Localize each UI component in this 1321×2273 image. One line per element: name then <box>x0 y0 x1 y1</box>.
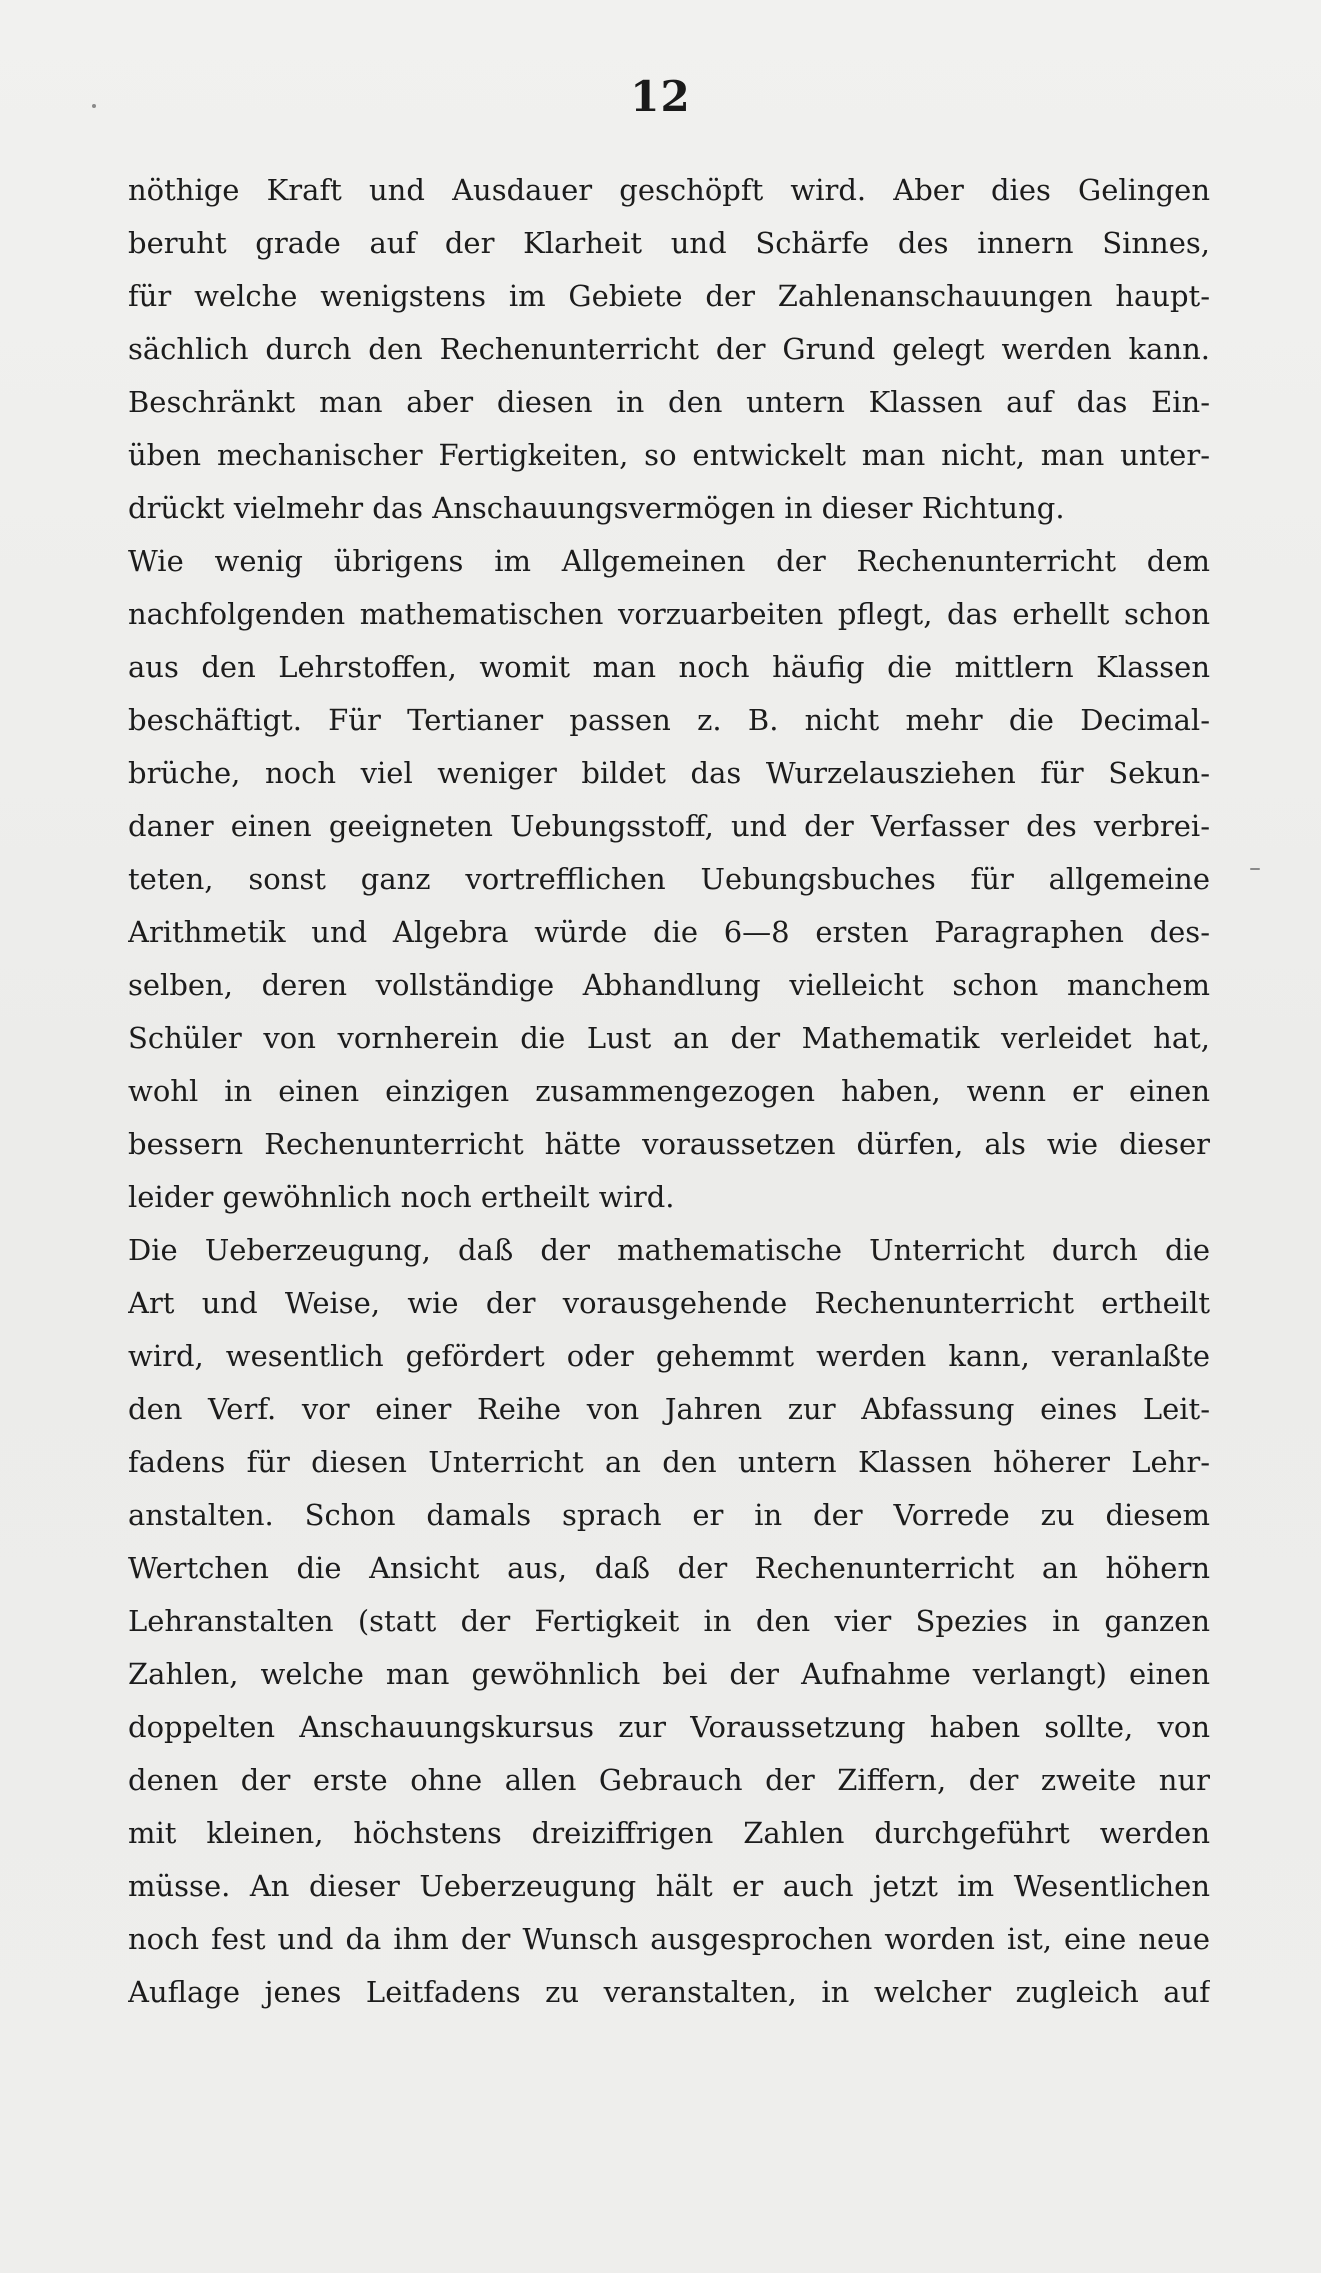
text-line: leider gewöhnlich noch ertheilt wird. <box>128 1180 675 1214</box>
text-line: für welche wenigstens im Gebiete der Zahlenanschauungen haupt- <box>128 279 1210 313</box>
text-line: müsse. An dieser Ueberzeugung hält er auch jetzt im Wesentlichen <box>128 1869 1210 1903</box>
text-line: mit kleinen, höchstens dreiziffrigen Zahlen durchgeführt werden <box>128 1816 1210 1850</box>
text-line: Auflage jenes Leitfadens zu veranstalten, in welcher zugleich auf <box>128 1975 1210 2009</box>
text-line: wohl in einen einzigen zusammengezogen haben, wenn er einen <box>128 1074 1210 1108</box>
text-line: Beschränkt man aber diesen in den untern Klassen auf das Ein- <box>128 385 1210 419</box>
text-line: Die Ueberzeugung, daß der mathematische Unterricht durch die <box>128 1233 1210 1267</box>
text-line: fadens für diesen Unterricht an den untern Klassen höherer Lehr- <box>128 1445 1210 1479</box>
text-line: noch fest und da ihm der Wunsch ausgesprochen worden ist, eine neue <box>128 1922 1210 1956</box>
text-line: daner einen geeigneten Uebungsstoff, und der Verfasser des verbrei- <box>128 809 1210 843</box>
text-line: anstalten. Schon damals sprach er in der Vorrede zu diesem <box>128 1498 1210 1532</box>
text-line: Wertchen die Ansicht aus, daß der Rechenunterricht an höhern <box>128 1551 1210 1585</box>
text-line: wird, wesentlich gefördert oder gehemmt werden kann, veranlaßte <box>128 1339 1210 1373</box>
text-line: beruht grade auf der Klarheit und Schärfe des innern Sinnes, <box>128 226 1210 260</box>
text-line: denen der erste ohne allen Gebrauch der Ziffern, der zweite nur <box>128 1763 1210 1797</box>
print-speck <box>1250 868 1260 870</box>
text-line: aus den Lehrstoffen, womit man noch häufig die mittlern Klassen <box>128 650 1210 684</box>
text-line: Art und Weise, wie der vorausgehende Rechenunterricht ertheilt <box>128 1286 1210 1320</box>
text-line: drückt vielmehr das Anschauungsvermögen in dieser Richtung. <box>128 491 1065 525</box>
text-line: Zahlen, welche man gewöhnlich bei der Aufnahme verlangt) einen <box>128 1657 1210 1691</box>
print-speck <box>92 104 96 108</box>
text-line: nachfolgenden mathematischen vorzuarbeiten pflegt, das erhellt schon <box>128 597 1210 631</box>
text-line: Arithmetik und Algebra würde die 6—8 ersten Paragraphen des- <box>128 915 1210 949</box>
text-line: teten, sonst ganz vortrefflichen Uebungsbuches für allgemeine <box>128 862 1210 896</box>
text-line: nöthige Kraft und Ausdauer geschöpft wird. Aber dies Gelingen <box>128 173 1210 207</box>
text-line: Schüler von vornherein die Lust an der Mathematik verleidet hat, <box>128 1021 1210 1055</box>
text-line: doppelten Anschauungskursus zur Voraussetzung haben sollte, von <box>128 1710 1210 1744</box>
text-line: bessern Rechenunterricht hätte voraussetzen dürfen, als wie dieser <box>128 1127 1210 1161</box>
body-text <box>128 164 1210 2019</box>
text-line: sächlich durch den Rechenunterricht der Grund gelegt werden kann. <box>128 332 1210 366</box>
text-line: üben mechanischer Fertigkeiten, so entwickelt man nicht, man unter- <box>128 438 1210 472</box>
text-line: beschäftigt. Für Tertianer passen z. B. nicht mehr die Decimal- <box>128 703 1210 737</box>
text-line: selben, deren vollständige Abhandlung vielleicht schon manchem <box>128 968 1210 1002</box>
text-line: den Verf. vor einer Reihe von Jahren zur Abfassung eines Leit- <box>128 1392 1210 1426</box>
text-line: Lehranstalten (statt der Fertigkeit in den vier Spezies in ganzen <box>128 1604 1210 1638</box>
text-line: Wie wenig übrigens im Allgemeinen der Rechenunterricht dem <box>128 544 1210 578</box>
text-line: brüche, noch viel weniger bildet das Wurzelausziehen für Sekun- <box>128 756 1210 790</box>
page-number: 12 <box>630 72 691 121</box>
